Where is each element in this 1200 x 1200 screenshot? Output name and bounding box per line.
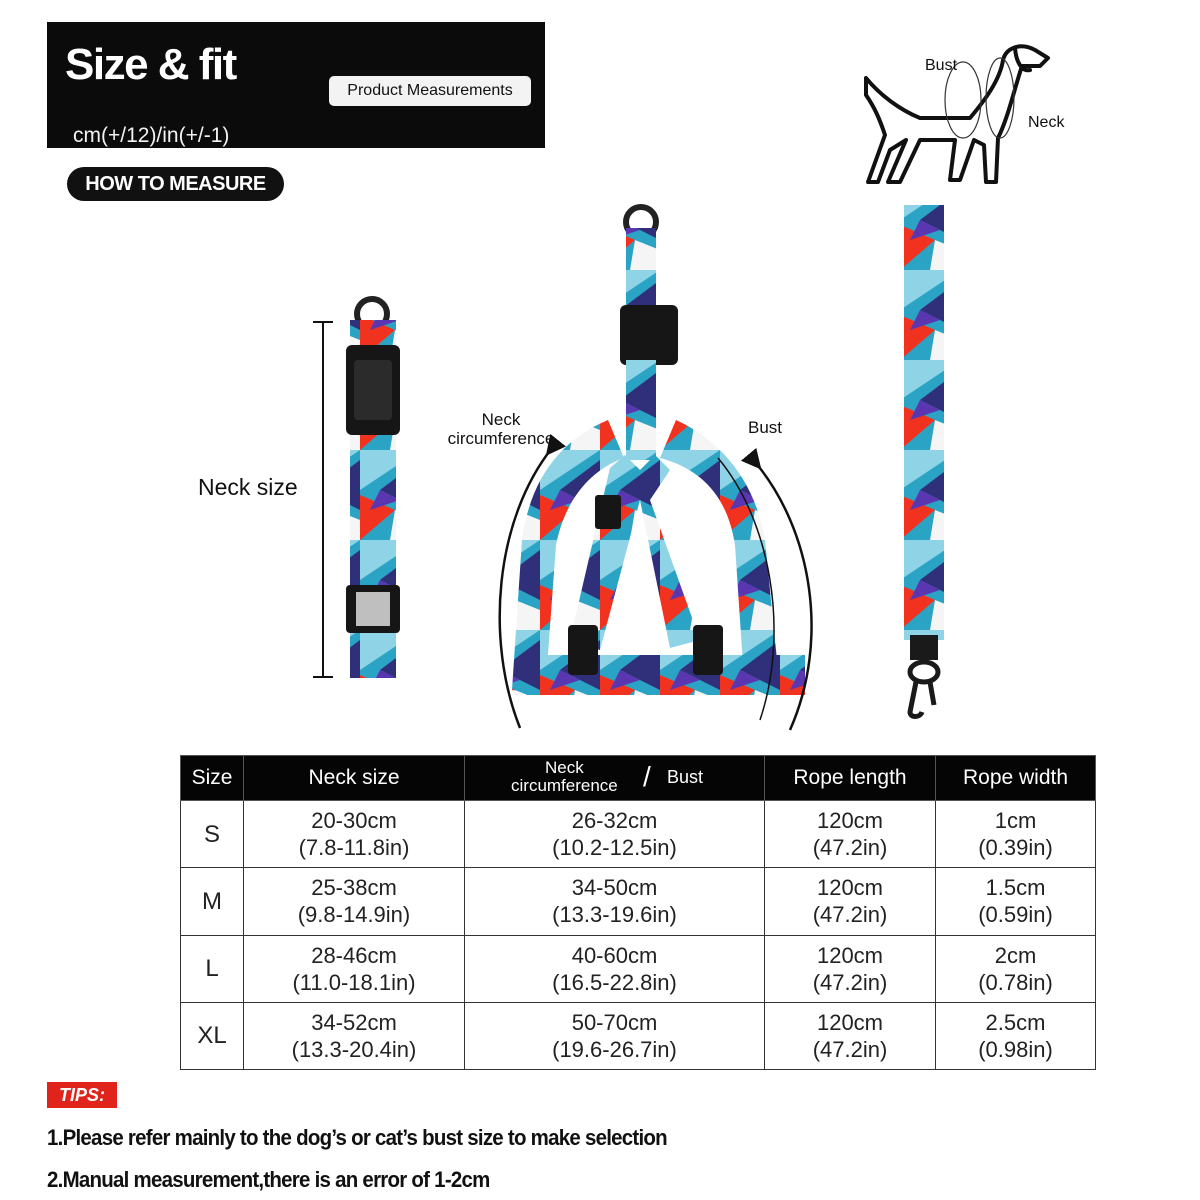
how-to-measure-badge: HOW TO MEASURE	[67, 167, 284, 201]
leash-illustration	[904, 205, 944, 717]
bust-cell	[465, 801, 765, 868]
neck-label-line2: circumference	[447, 429, 555, 448]
bust-in: (13.3-19.6in)	[552, 902, 677, 928]
length-in: (47.2in)	[812, 835, 888, 861]
bust-cm: 26-32cm	[571, 808, 658, 834]
neck-cm: 20-30cm	[311, 808, 397, 834]
slider-icon	[595, 495, 621, 529]
width-cm: 1.5cm	[985, 875, 1046, 901]
size-cell: XL	[181, 1002, 244, 1069]
neck-size-cell	[244, 1002, 465, 1069]
collar-illustration	[346, 299, 400, 678]
length-in: (47.2in)	[812, 1036, 888, 1062]
neck-cm: 34-52cm	[311, 1009, 397, 1035]
width-cm: 2.5cm	[985, 1009, 1046, 1035]
bust-cell	[465, 868, 765, 935]
width-in: (0.78in)	[978, 969, 1053, 995]
harness-illustration	[512, 207, 805, 695]
rope-width-cell	[936, 801, 1096, 868]
dog-bust-label: Bust	[925, 57, 958, 74]
buckle-icon	[620, 305, 678, 365]
width-cm: 1cm	[994, 808, 1037, 834]
neck-in: (7.8-11.8in)	[298, 835, 410, 861]
dog-neck-label: Neck	[1028, 114, 1065, 131]
product-measurements-badge: Product Measurements	[329, 76, 531, 106]
width-cm: 2cm	[994, 942, 1037, 968]
length-in: (47.2in)	[812, 902, 888, 928]
bust-in: (10.2-12.5in)	[552, 835, 677, 861]
neck-circumference-label	[436, 410, 566, 448]
size-cell: M	[181, 868, 244, 935]
tip-item: 2.Manual measurement,there is an error of 1-2cm	[47, 1167, 490, 1192]
bust-cell	[465, 935, 765, 1002]
bust-label: Bust	[748, 418, 783, 437]
bust-in: (16.5-22.8in)	[552, 969, 677, 995]
rope-length-cell	[765, 868, 936, 935]
size-cell: L	[181, 935, 244, 1002]
neck-size-measure-line	[313, 322, 333, 677]
table-row	[181, 801, 1096, 868]
slider-icon	[693, 625, 723, 675]
length-cm: 120cm	[816, 875, 884, 901]
header-neck-size: Neck size	[244, 756, 465, 801]
length-cm: 120cm	[816, 942, 884, 968]
rope-length-cell	[765, 935, 936, 1002]
size-cell: S	[181, 801, 244, 868]
width-in: (0.98in)	[978, 1036, 1053, 1062]
table-row	[181, 935, 1096, 1002]
neck-size-cell	[244, 801, 465, 868]
header-size: Size	[181, 756, 244, 801]
page-title: Size & fit	[65, 40, 236, 89]
rope-length-cell	[765, 1002, 936, 1069]
bust-cm: 40-60cm	[571, 942, 658, 968]
bust-in: (19.6-26.7in)	[552, 1036, 677, 1062]
header-bust: Bust	[667, 767, 704, 787]
table-row	[181, 868, 1096, 935]
neck-cm: 25-38cm	[311, 875, 397, 901]
tips-badge: TIPS:	[47, 1082, 117, 1108]
length-cm: 120cm	[816, 1009, 884, 1035]
rope-length-cell	[765, 801, 936, 868]
length-in: (47.2in)	[812, 969, 888, 995]
table-row	[181, 1002, 1096, 1069]
tolerance-note: cm(+/12)/in(+/-1)	[73, 124, 230, 147]
bust-cm: 50-70cm	[571, 1009, 658, 1035]
rope-width-cell	[936, 868, 1096, 935]
width-in: (0.39in)	[978, 835, 1053, 861]
rope-width-cell	[936, 1002, 1096, 1069]
neck-in: (9.8-14.9in)	[297, 902, 411, 928]
neck-size-cell	[244, 868, 465, 935]
header-neck-line1: Neck	[545, 758, 584, 777]
snap-hook-icon	[910, 662, 938, 717]
header-rope-length: Rope length	[765, 756, 936, 801]
header-slash: /	[643, 761, 651, 792]
neck-in: (13.3-20.4in)	[291, 1036, 417, 1062]
neck-cm: 28-46cm	[311, 942, 397, 968]
rope-width-cell	[936, 935, 1096, 1002]
width-in: (0.59in)	[978, 902, 1053, 928]
neck-label-line1: Neck	[481, 410, 521, 429]
tip-item: 1.Please refer mainly to the dog’s or cat’s bust size to make selection	[47, 1125, 667, 1150]
slider-icon	[568, 625, 598, 675]
neck-size-cell	[244, 935, 465, 1002]
neck-size-label: Neck size	[198, 474, 298, 500]
bust-cell	[465, 1002, 765, 1069]
neck-in: (11.0-18.1in)	[292, 969, 416, 995]
bust-cm: 34-50cm	[571, 875, 658, 901]
header-neck-circumference-bust	[465, 756, 765, 801]
header-rope-width: Rope width	[936, 756, 1096, 801]
size-chart-table	[180, 755, 1096, 1070]
length-cm: 120cm	[816, 808, 884, 834]
table-header-row	[181, 756, 1096, 801]
header-neck-line2: circumference	[511, 776, 618, 795]
